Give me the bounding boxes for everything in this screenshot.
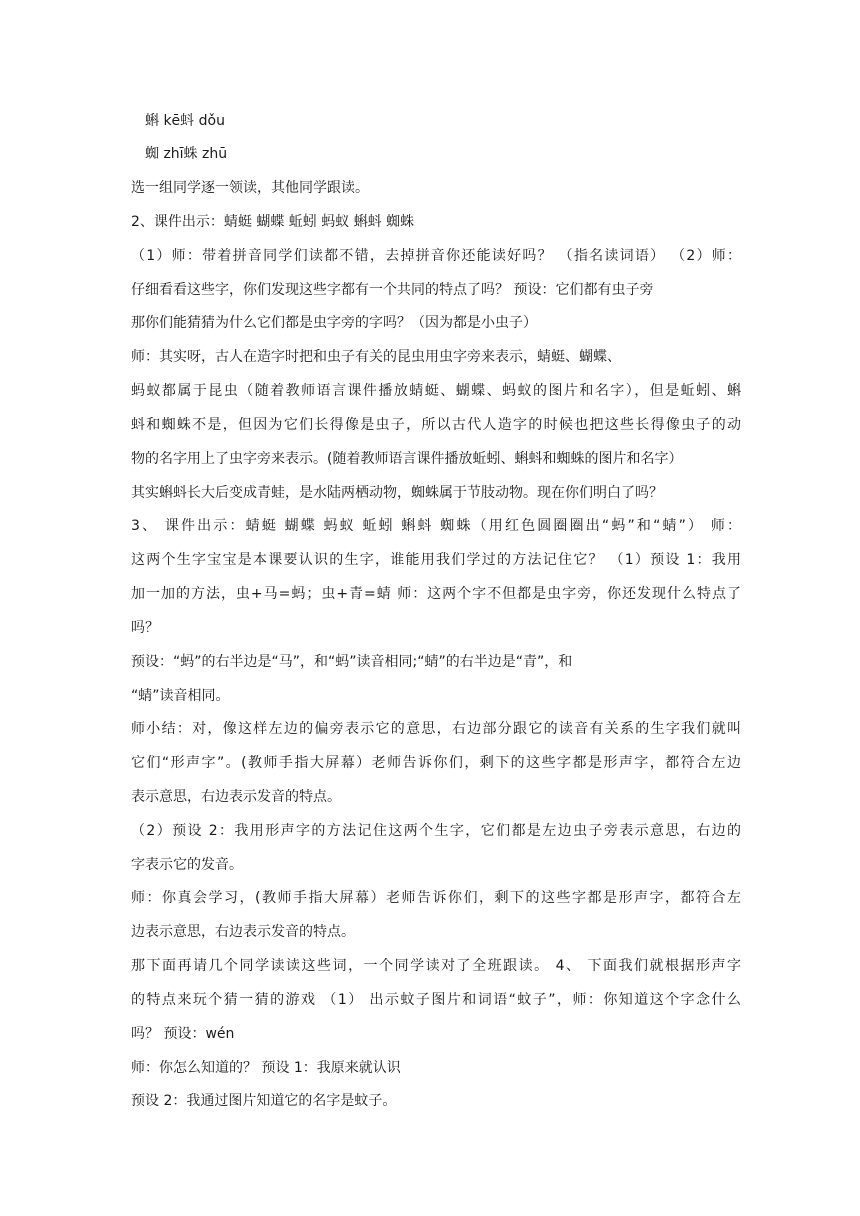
text-line: 吗？ 预设：wén <box>131 1026 235 1042</box>
text-line: 蚪和蜘蛛不是，但因为它们长得像是虫子，所以古代人造字的时候也把这些长得像虫子的动 <box>131 417 741 433</box>
text-line: 物的名字用上了虫字旁来表示。(随着教师语言课件播放蚯蚓、蝌蚪和蜘蛛的图片和名字） <box>131 451 683 467</box>
text-line: 那下面再请几个同学读读这些词，一个同学读对了全班跟读。 4、 下面我们就根据形声字 <box>131 958 741 974</box>
text-line: （1）师：带着拼音同学们读都不错，去掉拼音你还能读好吗？ （指名读词语） （2）师： <box>131 248 741 264</box>
text-line: 的特点来玩个猜一猜的游戏 （1） 出示蚊子图片和词语“蚊子”，师：你知道这个字念什么 <box>131 992 741 1008</box>
text-line: 其实蝌蚪长大后变成青蛙，是水陆两栖动物，蜘蛛属于节肢动物。现在你们明白了吗？ <box>131 485 663 501</box>
text-line: 师：你真会学习，(教师手指大屏幕）老师告诉你们，剩下的这些字都是形声字，都符合左 <box>131 890 741 906</box>
text-line: 蚂蚁都属于昆虫（随着教师语言课件播放蜻蜓、蝴蝶、蚂蚁的图片和名字），但是蚯蚓、蝌 <box>131 383 741 399</box>
text-line: （2）预设 2：我用形声字的方法记住这两个生字，它们都是左边虫子旁表示意思，右边的 <box>131 823 741 839</box>
text-line: 蝌 kē蚪 dǒu <box>145 113 225 129</box>
text-line: 边表示意思，右边表示发音的特点。 <box>131 924 355 940</box>
text-line: 预设 2：我通过图片知道它的名字是蚊子。 <box>131 1093 397 1109</box>
text-line: 预设：“蚂”的右半边是“马”，和“蚂”读音相同;“蜻”的右半边是“青”，和 <box>131 654 573 670</box>
text-line: 蜘 zhī蛛 zhū <box>145 146 228 162</box>
text-line: 那你们能猜猜为什么它们都是虫字旁的字吗？（因为都是小虫子） <box>131 315 537 331</box>
text-line: 2、课件出示：蜻蜓 蝴蝶 蚯蚓 蚂蚁 蝌蚪 蜘蛛 <box>131 214 415 230</box>
text-line: 这两个生字宝宝是本课要认识的生字，谁能用我们学过的方法记住它？ （1）预设 1：我用 <box>131 552 741 568</box>
text-line: 师：你怎么知道的？ 预设 1：我原来就认识 <box>131 1060 401 1076</box>
text-line: 它们“形声字”。(教师手指大屏幕）老师告诉你们，剩下的这些字都是形声字，都符合左边 <box>131 755 741 771</box>
text-line: 吗？ <box>131 620 159 636</box>
text-line: 师：其实呀，古人在造字时把和虫子有关的昆虫用虫字旁来表示，蜻蜓、蝴蝶、 <box>131 349 621 365</box>
text-line: “蜻”读音相同。 <box>131 688 230 704</box>
text-line: 3、 课件出示：蜻蜓 蝴蝶 蚂蚁 蚯蚓 蝌蚪 蜘蛛（用红色圆圈圈出“蚂”和“蜻”） 师： <box>131 518 741 534</box>
text-line: 仔细看看这些字，你们发现这些字都有一个共同的特点了吗？ 预设：它们都有虫子旁 <box>131 282 654 298</box>
text-line: 选一组同学逐一领读，其他同学跟读。 <box>131 180 369 196</box>
text-line: 表示意思，右边表示发音的特点。 <box>131 789 341 805</box>
text-line: 字表示它的发音。 <box>131 857 243 873</box>
text-line: 加一加的方法，虫+马=蚂；虫+青=蜻 师：这两个字不但都是虫字旁，你还发现什么特点了 <box>131 586 741 602</box>
text-line: 师小结：对，像这样左边的偏旁表示它的意思，右边部分跟它的读音有关系的生字我们就叫 <box>131 721 741 737</box>
